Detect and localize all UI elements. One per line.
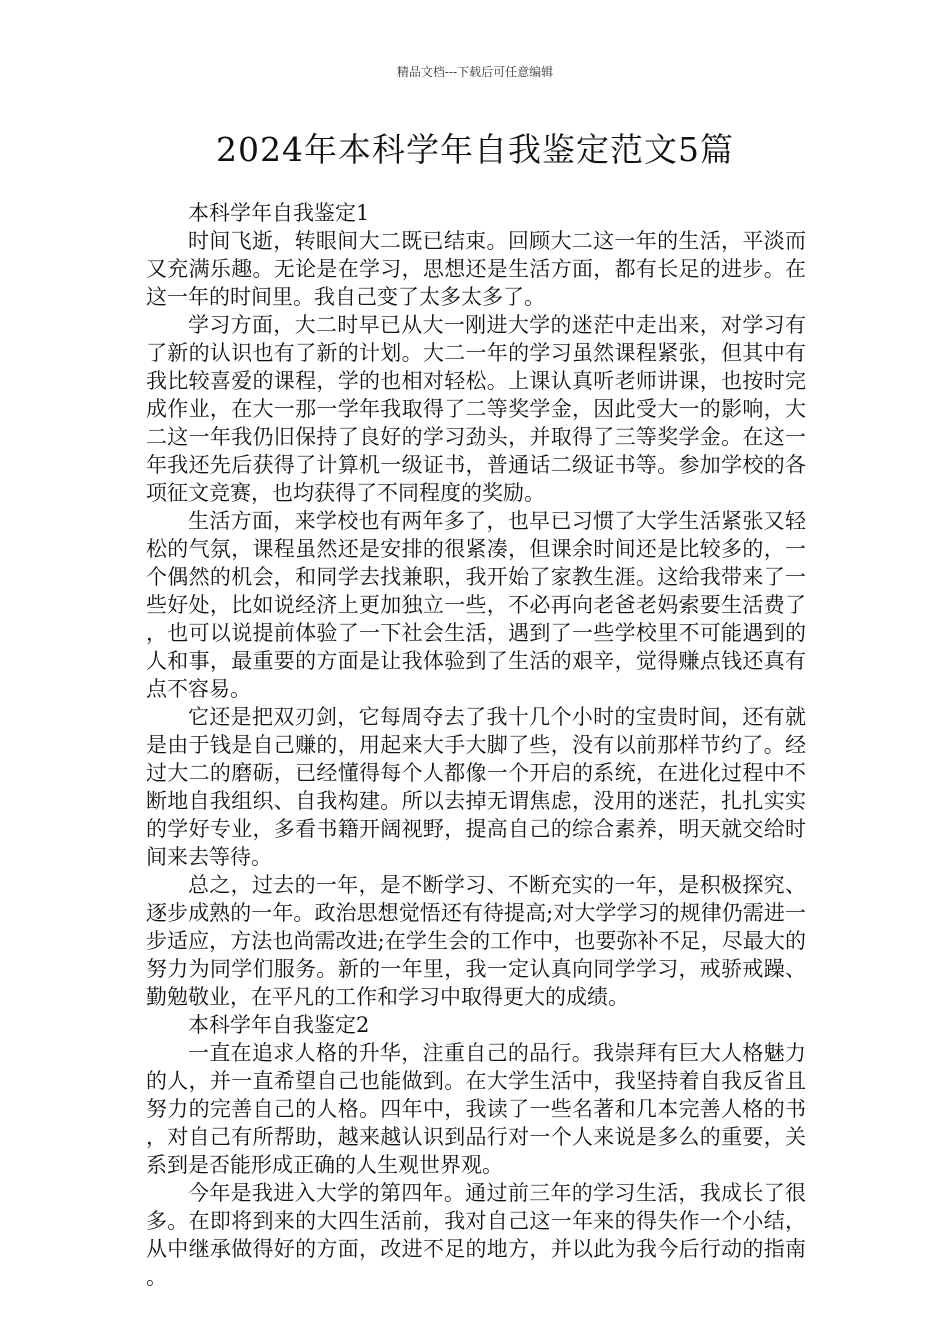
paragraph-character: 一直在追求人格的升华，注重自己的品行。我崇拜有巨大人格魅力的人，并一直希望自己也能做到。在大学生活中，我坚持着自我反省且努力的完善自己的人格。四年中，我读了一些名著和几本完善人格的书，对自己有所帮助，越来越认识到品行对一个人来说是多么的重要，关系到是否能形成正确的人生观世界观。 [146,1041,806,1177]
paragraph-fourth-year: 今年是我进入大学的第四年。通过前三年的学习生活，我成长了很多。在即将到来的大四生活前，我对自己这一年来的得失作一个小结，从中继承做得好的方面，改进不足的地方，并以此为我今后行动的指南。 [146,1181,806,1289]
document-body [146,199,806,1291]
paragraph-study: 学习方面，大二时早已从大一刚进大学的迷茫中走出来，对学习有了新的认识也有了新的计划。大二一年的学习虽然课程紧张，但其中有我比较喜爱的课程，学的也相对轻松。上课认真听老师讲课，也按时完成作业，在大一那一学年我取得了二等奖学金，因此受大一的影响，大二这一年我仍旧保持了良好的学习劲头，并取得了三等奖学金。在这一年我还先后获得了计算机一级证书，普通话二级证书等。参加学校的各项征文竞赛，也均获得了不同程度的奖励。 [146,313,806,505]
paragraph-intro: 时间飞逝，转眼间大二既已结束。回顾大二这一年的生活，平淡而又充满乐趣。无论是在学习，思想还是生活方面，都有长足的进步。在这一年的时间里。我自己变了太多太多了。 [146,229,806,309]
paragraph-double-edged: 它还是把双刃剑，它每周夺去了我十几个小时的宝贵时间，还有就是由于钱是自己赚的，用起来大手大脚了些，没有以前那样节约了。经过大二的磨砺，已经懂得每个人都像一个开启的系统，在进化过程中不断地自我组织、自我构建。所以去掉无谓焦虑，没用的迷茫，扎扎实实的学好专业，多看书籍开阔视野，提高自己的综合素养，明天就交给时间来去等待。 [146,705,806,869]
section-heading-2: 本科学年自我鉴定2 [188,1013,370,1037]
document-title: 2024年本科学年自我鉴定范文5篇 [216,130,734,169]
paragraph-life: 生活方面，来学校也有两年多了，也早已习惯了大学生活紧张又轻松的气氛，课程虽然还是安排的很紧凑，但课余时间还是比较多的，一个偶然的机会，和同学去找兼职，我开始了家教生涯。这给我带来了一些好处，比如说经济上更加独立一些，不必再向老爸老妈索要生活费了，也可以说提前体验了一下社会生活，遇到了一些学校里不可能遇到的人和事，最重要的方面是让我体验到了生活的艰辛，觉得赚点钱还真有点不容易。 [146,509,806,701]
section-heading-1: 本科学年自我鉴定1 [188,201,370,225]
paragraph-summary: 总之，过去的一年，是不断学习、不断充实的一年，是积极探究、逐步成熟的一年。政治思想觉悟还有待提高;对大学学习的规律仍需进一步适应，方法也尚需改进;在学生会的工作中，也要弥补不足，尽最大的努力为同学们服务。新的一年里，我一定认真向同学学习，戒骄戒躁、勤勉敬业，在平凡的工作和学习中取得更大的成绩。 [146,873,806,1009]
page-header-note: 精品文档---下载后可任意编辑 [396,65,554,79]
